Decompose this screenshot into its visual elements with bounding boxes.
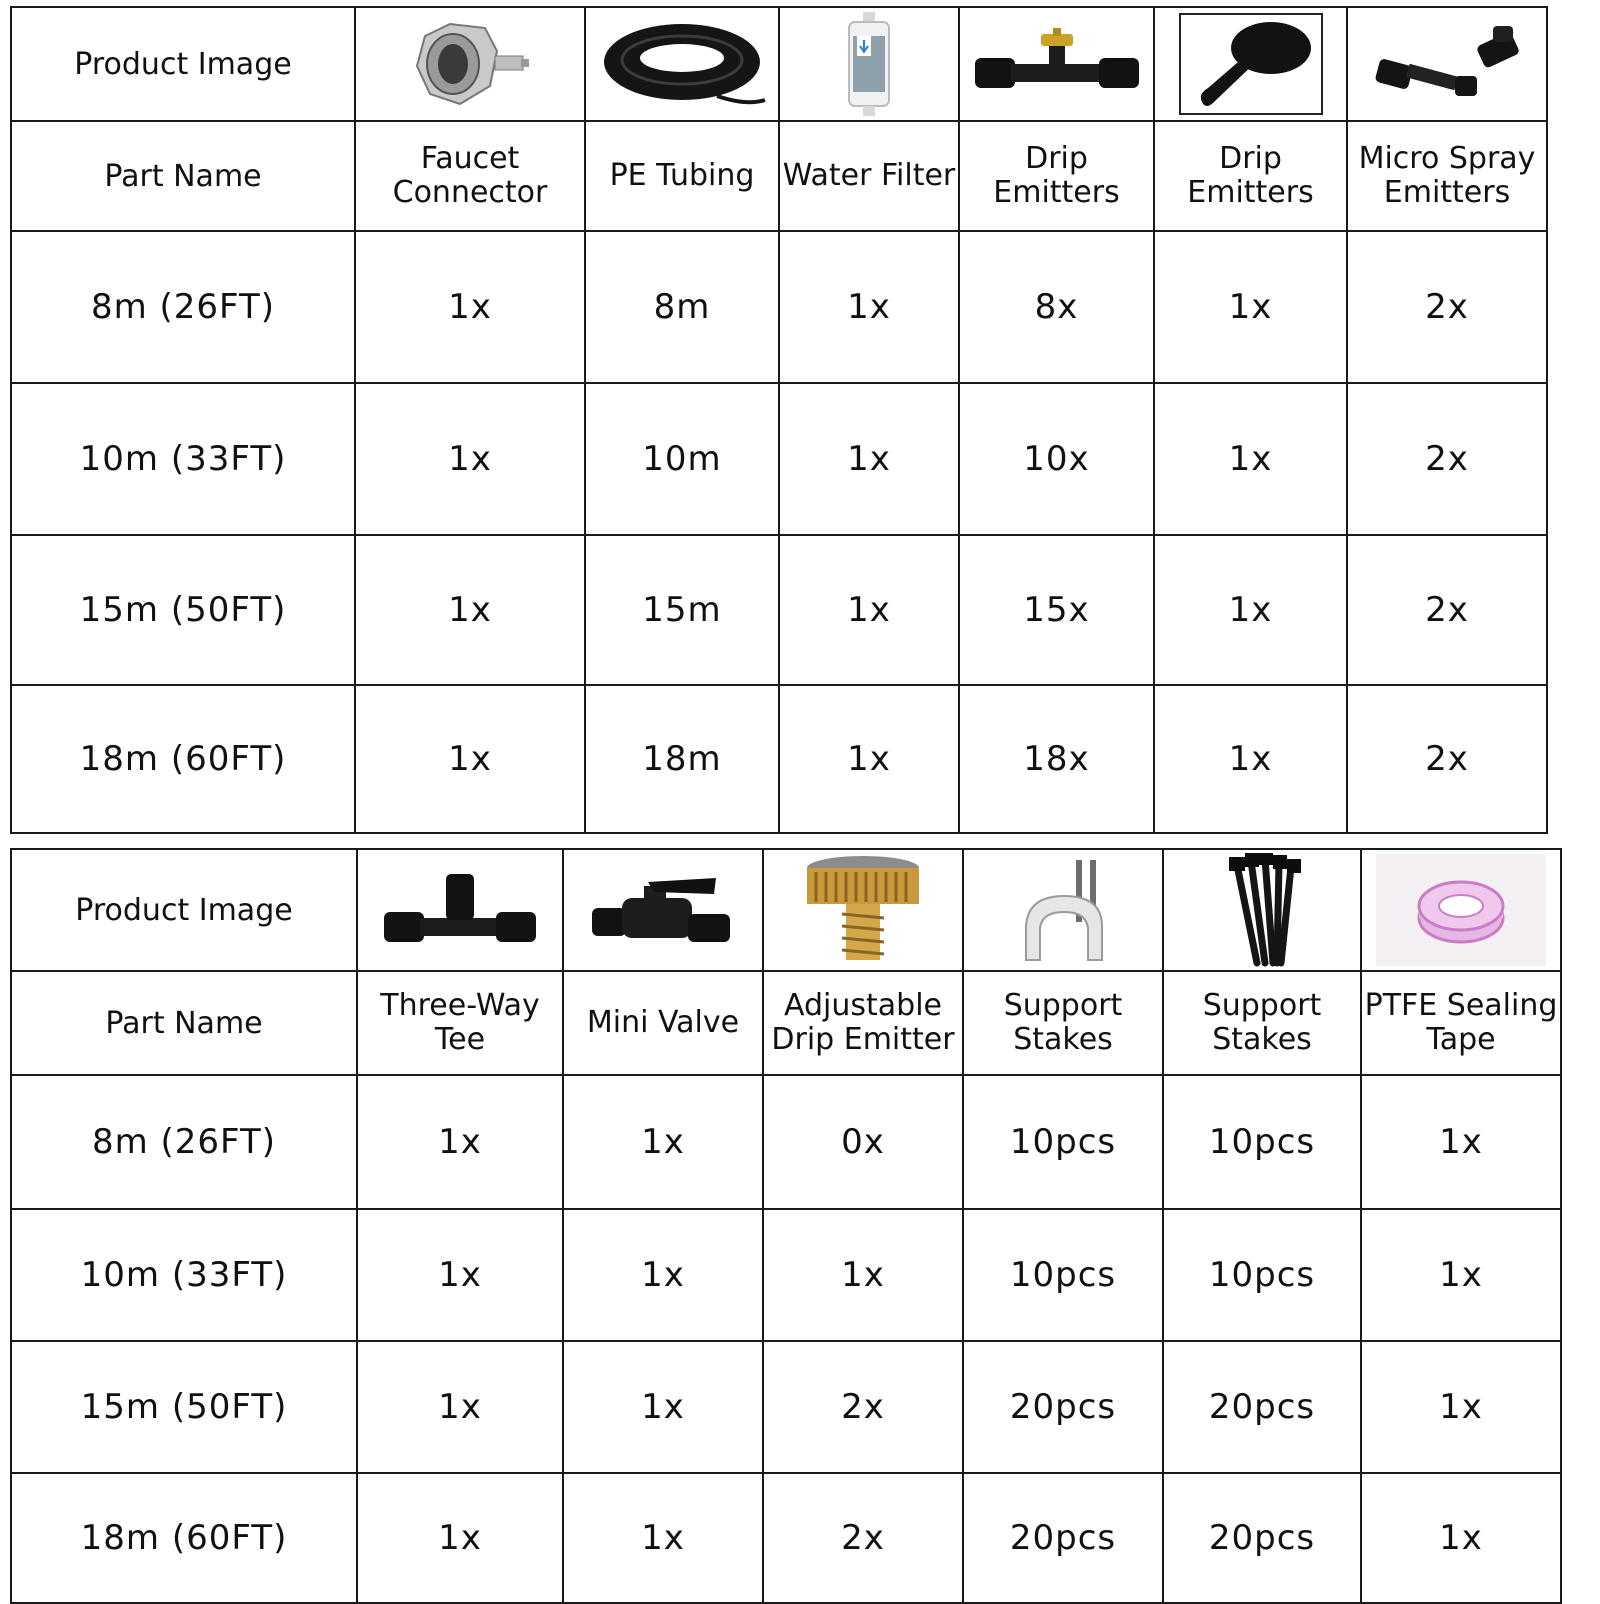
row-header-part-name: Part Name: [11, 971, 357, 1075]
quantity-cell: 10pcs: [963, 1075, 1163, 1209]
table-row: [11, 535, 1547, 685]
quantity-cell: 20pcs: [1163, 1473, 1361, 1603]
quantity-cell: 20pcs: [1163, 1341, 1361, 1473]
quantity-cell: 10m: [585, 383, 779, 535]
quantity-cell: 1x: [779, 383, 959, 535]
quantity-cell: 8m: [585, 231, 779, 383]
quantity-cell: 1x: [355, 231, 585, 383]
part-name: Micro Spray Emitters: [1347, 121, 1547, 231]
kit-length-label: 10m (33FT): [11, 1209, 357, 1341]
quantity-cell: 1x: [563, 1075, 763, 1209]
quantity-cell: 1x: [1154, 383, 1347, 535]
quantity-cell: 2x: [1347, 383, 1547, 535]
quantity-cell: 2x: [1347, 231, 1547, 383]
quantity-cell: 1x: [763, 1209, 963, 1341]
part-name-row: [11, 121, 1547, 231]
table-row: [11, 685, 1547, 833]
part-name: Three-Way Tee: [357, 971, 563, 1075]
quantity-cell: 1x: [563, 1473, 763, 1603]
kit-length-label: 18m (60FT): [11, 1473, 357, 1603]
quantity-cell: 0x: [763, 1075, 963, 1209]
parts-table-1: [10, 6, 1548, 834]
mini-valve-icon: [563, 849, 763, 971]
part-name: Faucet Connector: [355, 121, 585, 231]
parts-table-2: [10, 848, 1562, 1604]
kit-length-label: 10m (33FT): [11, 383, 355, 535]
quantity-cell: 10pcs: [1163, 1209, 1361, 1341]
part-name: Support Stakes: [1163, 971, 1361, 1075]
quantity-cell: 15m: [585, 535, 779, 685]
quantity-cell: 10pcs: [963, 1209, 1163, 1341]
three-way-tee-icon: [357, 849, 563, 971]
quantity-cell: 18m: [585, 685, 779, 833]
kit-length-label: 8m (26FT): [11, 1075, 357, 1209]
table-row: [11, 1209, 1561, 1341]
micro-spray-emitters-icon: [1347, 7, 1547, 121]
row-header-product-image: Product Image: [11, 7, 355, 121]
quantity-cell: 1x: [1154, 535, 1347, 685]
part-name: Water Filter: [779, 121, 959, 231]
quantity-cell: 1x: [779, 231, 959, 383]
quantity-cell: 1x: [357, 1341, 563, 1473]
adjustable-drip-emitter-icon: [763, 849, 963, 971]
quantity-cell: 1x: [357, 1209, 563, 1341]
quantity-cell: 1x: [779, 685, 959, 833]
quantity-cell: 1x: [1361, 1209, 1561, 1341]
quantity-cell: 1x: [1361, 1341, 1561, 1473]
quantity-cell: 1x: [1361, 1075, 1561, 1209]
faucet-connector-icon: [355, 7, 585, 121]
drip-emitter-stake-icon: [1154, 7, 1347, 121]
quantity-cell: 20pcs: [963, 1473, 1163, 1603]
quantity-cell: 1x: [355, 383, 585, 535]
kit-length-label: 15m (50FT): [11, 1341, 357, 1473]
quantity-cell: 2x: [763, 1473, 963, 1603]
table-row: [11, 383, 1547, 535]
pe-tubing-icon: [585, 7, 779, 121]
quantity-cell: 8x: [959, 231, 1154, 383]
kit-length-label: 15m (50FT): [11, 535, 355, 685]
part-name-row: [11, 971, 1561, 1075]
cable-ties-icon: [1163, 849, 1361, 971]
product-image-row: [11, 7, 1547, 121]
quantity-cell: 1x: [779, 535, 959, 685]
quantity-cell: 18x: [959, 685, 1154, 833]
table-row: [11, 1341, 1561, 1473]
quantity-cell: 1x: [1154, 231, 1347, 383]
quantity-cell: 2x: [1347, 685, 1547, 833]
kit-length-label: 8m (26FT): [11, 231, 355, 383]
row-header-product-image: Product Image: [11, 849, 357, 971]
quantity-cell: 1x: [357, 1473, 563, 1603]
quantity-cell: 2x: [1347, 535, 1547, 685]
quantity-cell: 15x: [959, 535, 1154, 685]
water-filter-icon: [779, 7, 959, 121]
quantity-cell: 1x: [1361, 1473, 1561, 1603]
quantity-cell: 1x: [563, 1209, 763, 1341]
part-name: Mini Valve: [563, 971, 763, 1075]
quantity-cell: 1x: [355, 535, 585, 685]
quantity-cell: 1x: [357, 1075, 563, 1209]
drip-emitters-valve-icon: [959, 7, 1154, 121]
quantity-cell: 20pcs: [963, 1341, 1163, 1473]
part-name: PTFE Sealing Tape: [1361, 971, 1561, 1075]
pipe-clip-stake-icon: [963, 849, 1163, 971]
part-name: Adjustable Drip Emitter: [763, 971, 963, 1075]
quantity-cell: 1x: [563, 1341, 763, 1473]
part-name: PE Tubing: [585, 121, 779, 231]
part-name: Support Stakes: [963, 971, 1163, 1075]
product-image-row: [11, 849, 1561, 971]
part-name: Drip Emitters: [959, 121, 1154, 231]
kit-length-label: 18m (60FT): [11, 685, 355, 833]
quantity-cell: 1x: [355, 685, 585, 833]
quantity-cell: 2x: [763, 1341, 963, 1473]
quantity-cell: 10pcs: [1163, 1075, 1361, 1209]
row-header-part-name: Part Name: [11, 121, 355, 231]
table-row: [11, 1075, 1561, 1209]
quantity-cell: 10x: [959, 383, 1154, 535]
part-name: Drip Emitters: [1154, 121, 1347, 231]
ptfe-tape-icon: [1361, 849, 1561, 971]
table-row: [11, 1473, 1561, 1603]
quantity-cell: 1x: [1154, 685, 1347, 833]
table-row: [11, 231, 1547, 383]
